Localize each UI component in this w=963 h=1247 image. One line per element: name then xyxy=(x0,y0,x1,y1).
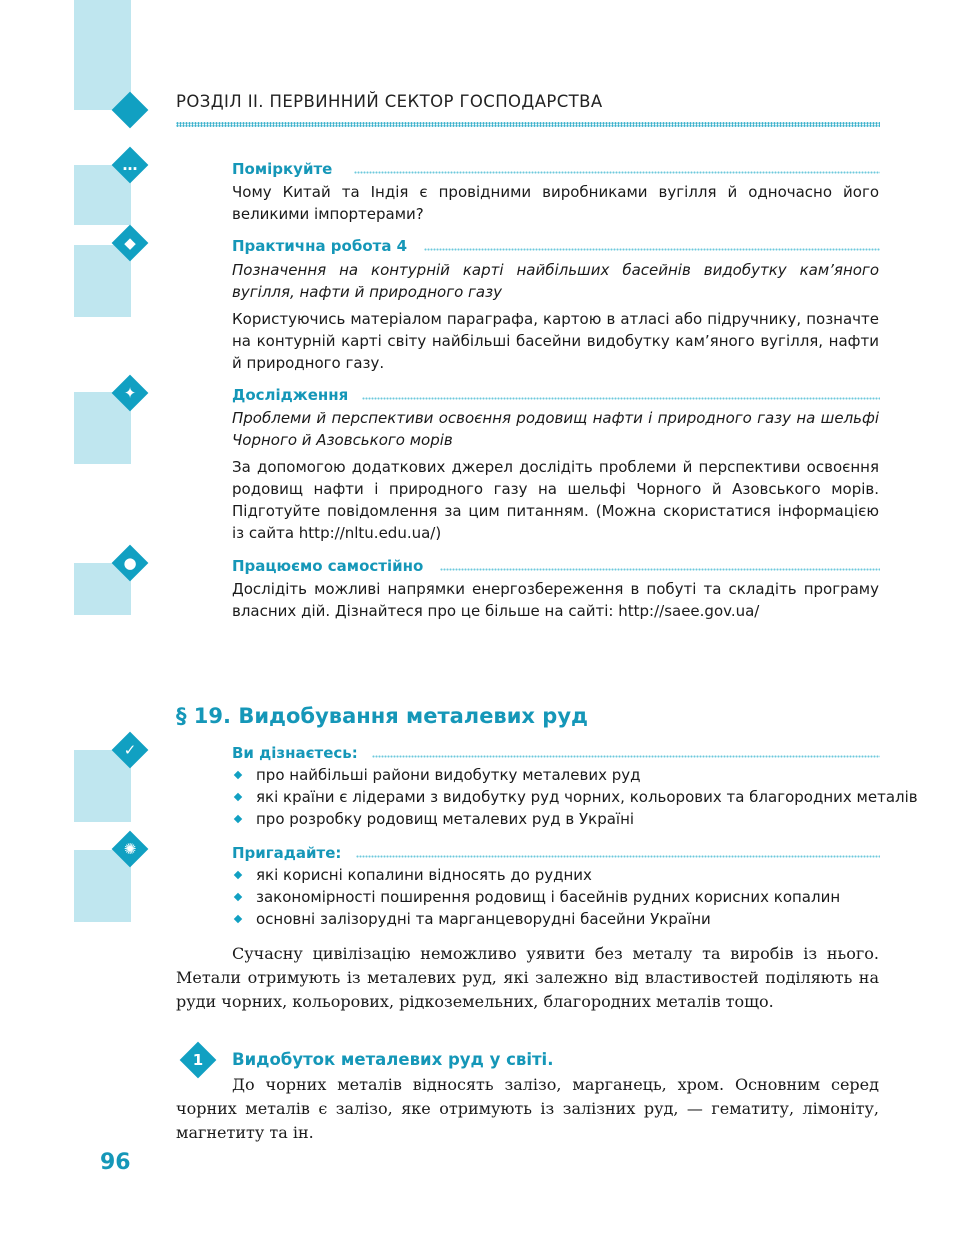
practice-text: Користуючись матеріалом параграфа, картою в атласі або підручнику, позначте на контурній карті світу найбільші басейни видобутку кам’яного вугілля, нафти й природного газу. xyxy=(232,310,879,372)
intro-text: Сучасну цивілізацію неможливо уявити без металу та виробів із нього. Метали отримують із металевих руд, які залежно від властивостей поділяють на руди чорних, кольорових, рідкоземельних, благородних металів тощо. xyxy=(176,944,879,1011)
list-item: основні залізорудні та марганцеворудні басейни України xyxy=(232,908,882,930)
section1-text: До чорних металів відносять залізо, марганець, хром. Основним серед чорних металів є залізо, яке отримують із залізних руд, — гематиту, лімоніту, магнетиту та ін. xyxy=(176,1075,879,1142)
research-subtitle: Проблеми й перспективи освоєння родовищ нафти і природного газу на шельфі Чорного й Азовського морів xyxy=(232,409,879,449)
learn-title: Ви дізнаєтесь: xyxy=(232,744,358,762)
chapter-header: РОЗДІЛ ІІ. ПЕРВИННИЙ СЕКТОР ГОСПОДАРСТВА xyxy=(176,92,603,111)
margin-band-top xyxy=(74,0,131,110)
page-number: 96 xyxy=(100,1150,131,1175)
research-title: Дослідження xyxy=(232,386,349,404)
think-title: Поміркуйте xyxy=(232,160,333,178)
learn-divider xyxy=(372,755,880,759)
practice-subtitle: Позначення на контурній карті найбільших басейнів видобутку кам’яного вугілля, нафти й природного газу xyxy=(232,261,879,301)
research-text: За допомогою додаткових джерел дослідіть проблеми й перспективи освоєння родовищ нафти і природного газу на шельфі Чорного й Азовського морів. Підготуйте повідомлення за цим питанням. (Можна скористатися інформацією із сайта http://nltu.edu.ua/) xyxy=(232,458,879,542)
list-item: які країни є лідерами з видобутку руд чорних, кольорових та благородних металів xyxy=(232,786,882,808)
paragraph-title: § 19. Видобування металевих руд xyxy=(176,704,588,728)
list-item: закономірності поширення родовищ і басейнів рудних корисних копалин xyxy=(232,886,882,908)
section-number: 1 xyxy=(192,1051,204,1069)
recall-divider xyxy=(356,855,880,859)
lightbulb-glyph: ✺ xyxy=(123,840,137,858)
learn-list xyxy=(232,764,918,830)
list-item: про розробку родовищ металевих руд в Україні xyxy=(232,808,882,830)
think-text: Чому Китай та Індія є провідними виробниками вугілля й одночасно його великими імпортерами? xyxy=(232,183,879,223)
recall-list xyxy=(232,864,882,930)
chat-bubble-glyph: ● xyxy=(123,554,137,572)
section1-title: Видобуток металевих руд у світі. xyxy=(232,1050,554,1069)
checkmark-glyph: ✓ xyxy=(123,741,137,759)
self-work-divider xyxy=(440,568,880,572)
compass-glyph: ◆ xyxy=(124,234,136,252)
compass-rose-glyph: ✦ xyxy=(123,384,137,402)
list-item: про найбільші райони видобутку металевих руд xyxy=(232,764,882,786)
practice-divider xyxy=(424,248,880,252)
header-divider xyxy=(176,122,880,127)
list-item: які корисні копалини відносять до рудних xyxy=(232,864,882,886)
research-divider xyxy=(362,397,880,401)
self-work-text: Дослідіть можливі напрямки енергозбереження в побуті та складіть програму власних дій. Дізнайтеся про це більше на сайті: http://saee.gov.ua/ xyxy=(232,580,879,620)
self-work-title: Працюємо самостійно xyxy=(232,557,424,575)
think-divider xyxy=(354,171,880,175)
practice-title: Практична робота 4 xyxy=(232,237,408,255)
recall-title: Пригадайте: xyxy=(232,844,342,862)
speech-bubble-glyph: … xyxy=(122,156,138,174)
